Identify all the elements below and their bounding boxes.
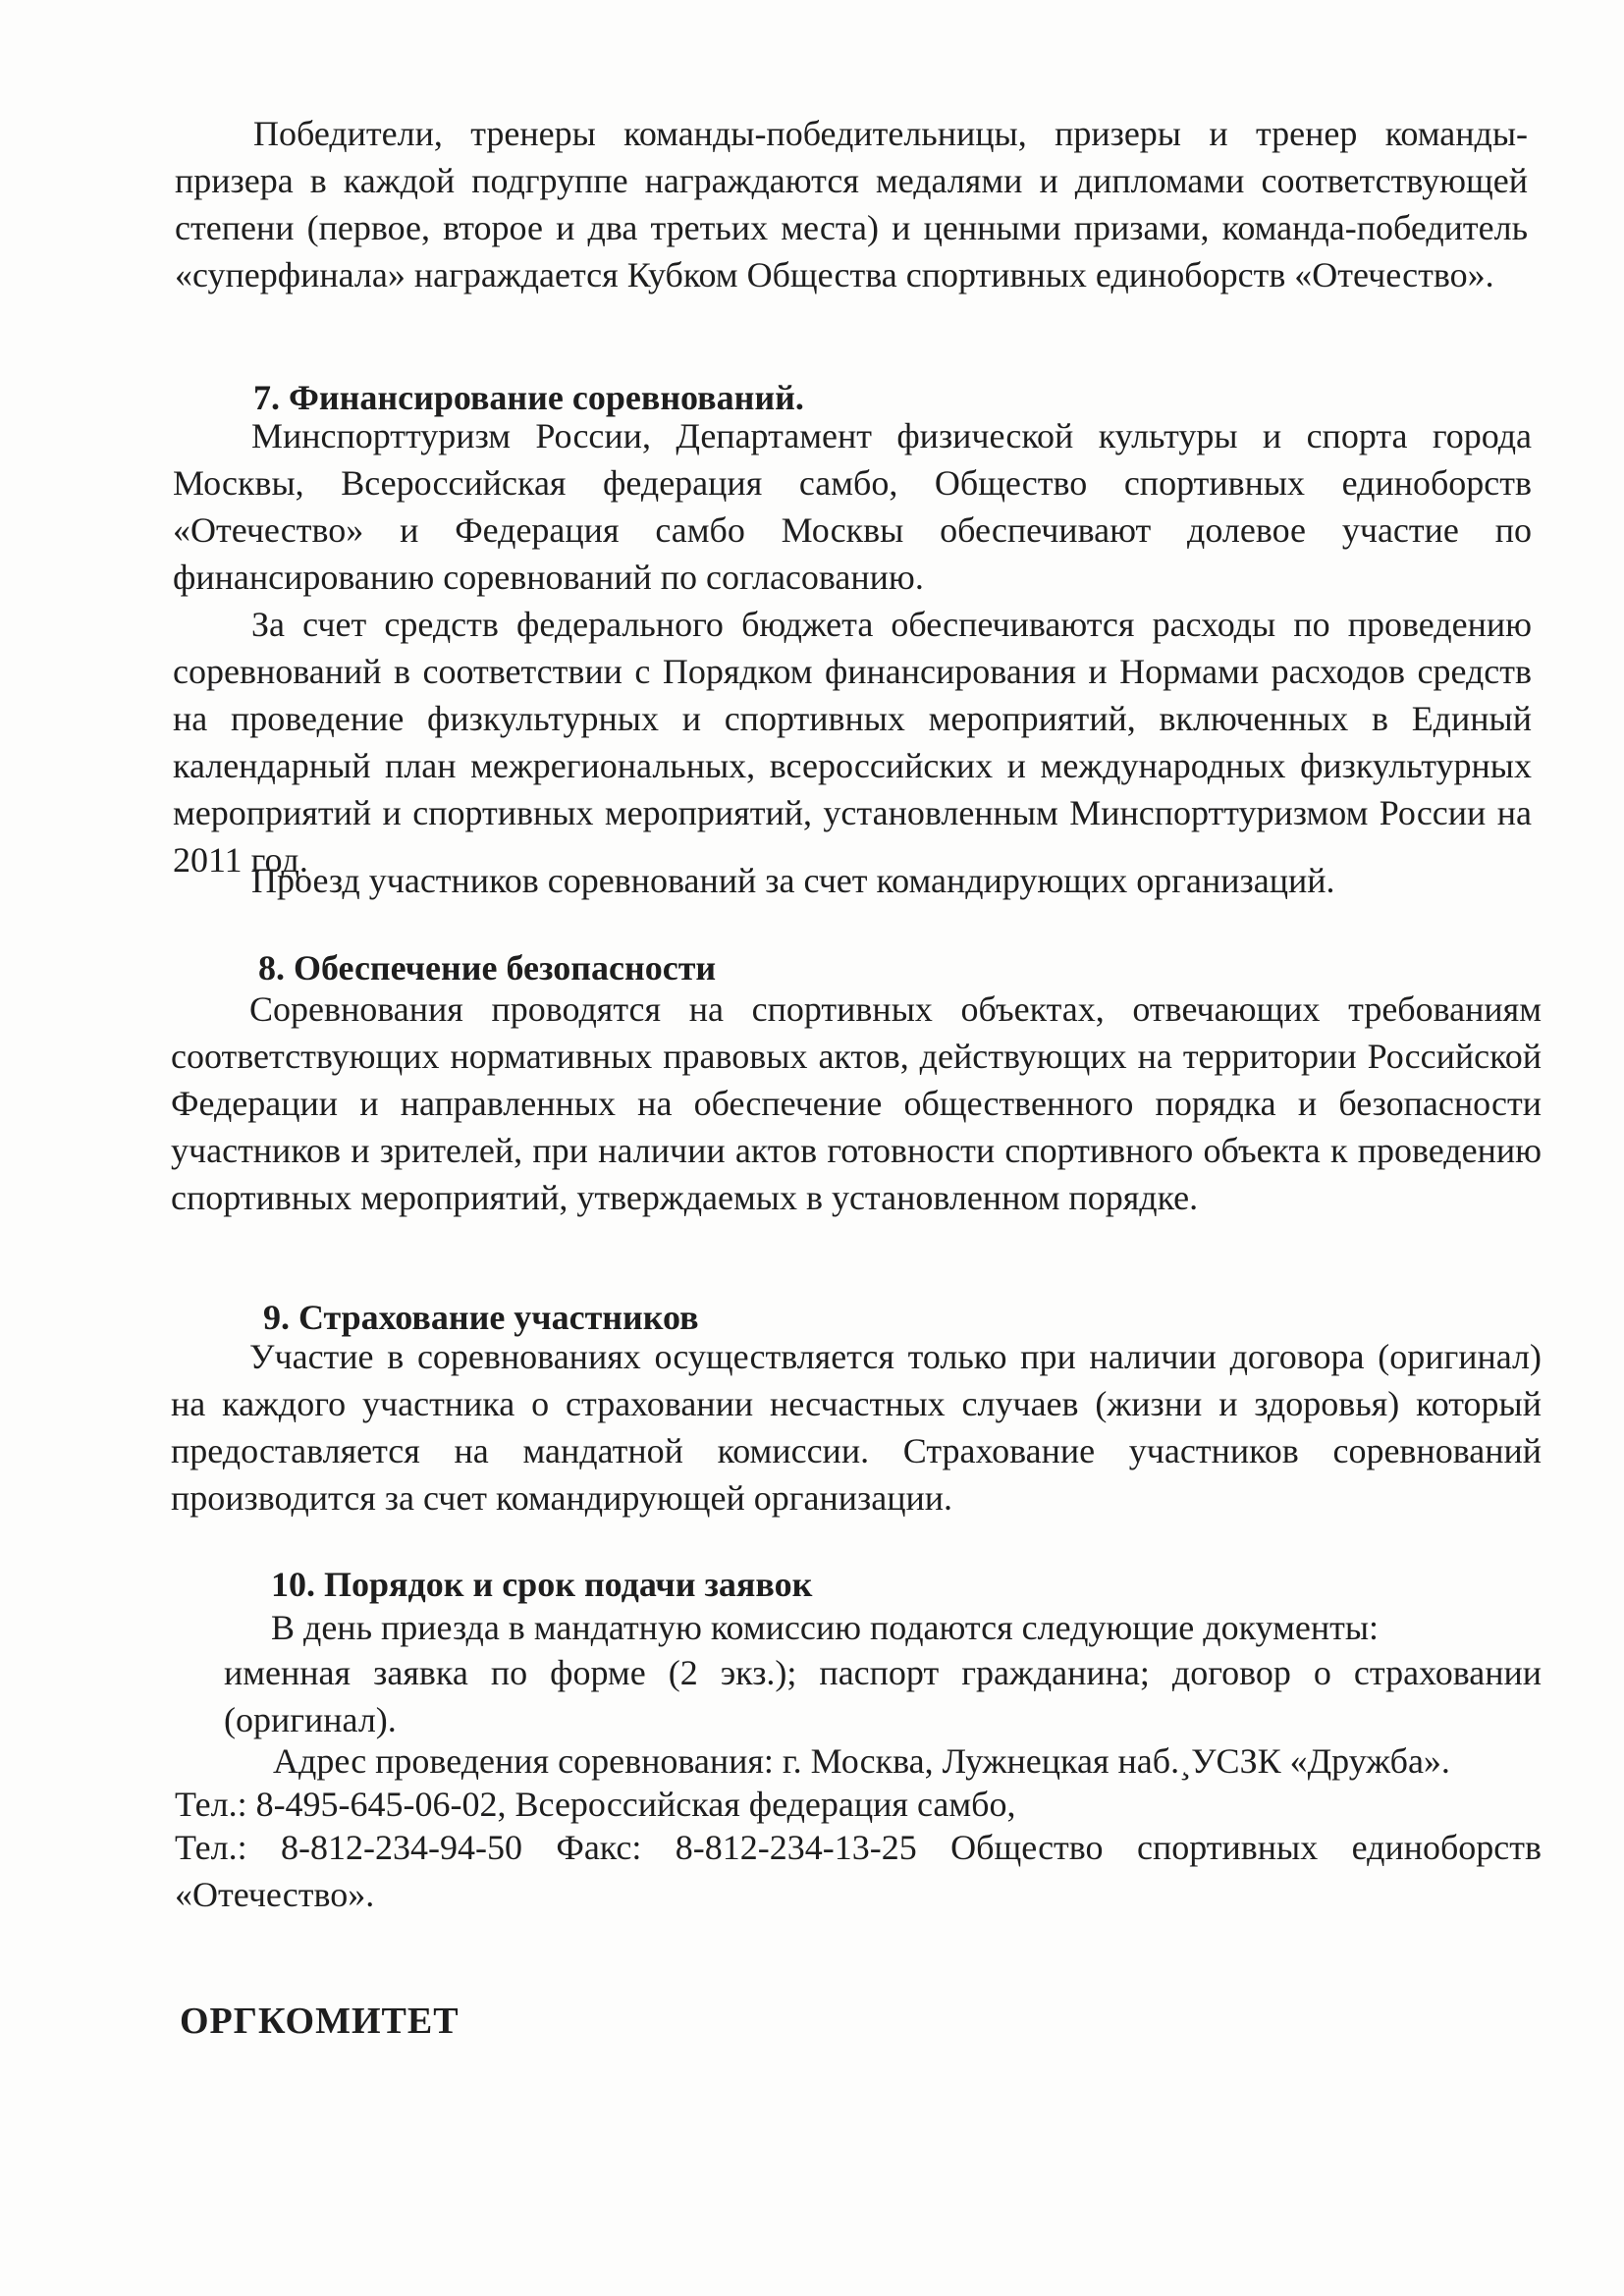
section-9-heading: 9. Страхование участников	[263, 1298, 699, 1337]
section-10-intro: В день приезда в мандатную комиссию подаются следующие документы:	[271, 1608, 1380, 1647]
section-9-paragraph: Участие в соревнованиях осуществляется только при наличии договора (оригинал) на каждого участника о страховании несчастных случаев (жизни и здоровья) который предоставляется на мандатной комиссии. Страхование участников соревнований производится за счет командирующей организации.	[171, 1337, 1542, 1518]
orgkomitet-signature: ОРГКОМИТЕТ	[180, 2001, 460, 2042]
section-8-paragraph: Соревнования проводятся на спортивных объектах, отвечающих требованиям соответствующих нормативных правовых актов, действующих на территории Российской Федерации и направленных на обеспечение общественного порядка и безопасности участников и зрителей, при наличии актов готовности спортивного объекта к проведению спортивных мероприятий, утверждаемых в установленном порядке.	[171, 989, 1542, 1217]
section-7-paragraph-3: Проезд участников соревнований за счет командирующих организаций.	[251, 861, 1335, 900]
awards-paragraph: Победители, тренеры команды-победительницы, призеры и тренер команды-призера в каждой подгруппе награждаются медалями и дипломами соответствующей степени (первое, второе и два третьих места) и ценными призами, команда-победитель «суперфинала» награждается Кубком Общества спортивных единоборств «Отечество».	[175, 114, 1528, 294]
section-7-paragraph-1: Минспорттуризм России, Департамент физической культуры и спорта города Москвы, Всероссийская федерация самбо, Общество спортивных единоборств «Отечество» и Федерация самбо Москвы обеспечивают долевое участие по финансированию соревнований по согласованию.	[173, 416, 1532, 597]
section-10-heading: 10. Порядок и срок подачи заявок	[271, 1565, 813, 1604]
section-10-phone-1: Тел.: 8-495-645-06-02, Всероссийская федерация самбо,	[175, 1785, 1016, 1824]
section-10-documents: именная заявка по форме (2 экз.); паспорт гражданина; договор о страховании (оригинал).	[224, 1653, 1542, 1739]
section-7-paragraph-2: За счет средств федерального бюджета обеспечиваются расходы по проведению соревнований в соответствии с Порядком финансирования и Нормами расходов средств на проведение физкультурных и спортивных мероприятий, включенных в Единый календарный план межрегиональных, всероссийских и международных физкультурных мероприятий и спортивных мероприятий, установленным Минспорттуризмом России на 2011 год.	[173, 605, 1532, 880]
section-10-phone-2: Тел.: 8-812-234-94-50 Факс: 8-812-234-13-25 Общество спортивных единоборств «Отечество».	[175, 1828, 1542, 1914]
section-10-address: Адрес проведения соревнования: г. Москва, Лужнецкая наб.¸УСЗК «Дружба».	[273, 1741, 1450, 1781]
section-8-heading: 8. Обеспечение безопасности	[258, 948, 717, 988]
section-7-heading: 7. Финансирование соревнований.	[253, 378, 804, 417]
